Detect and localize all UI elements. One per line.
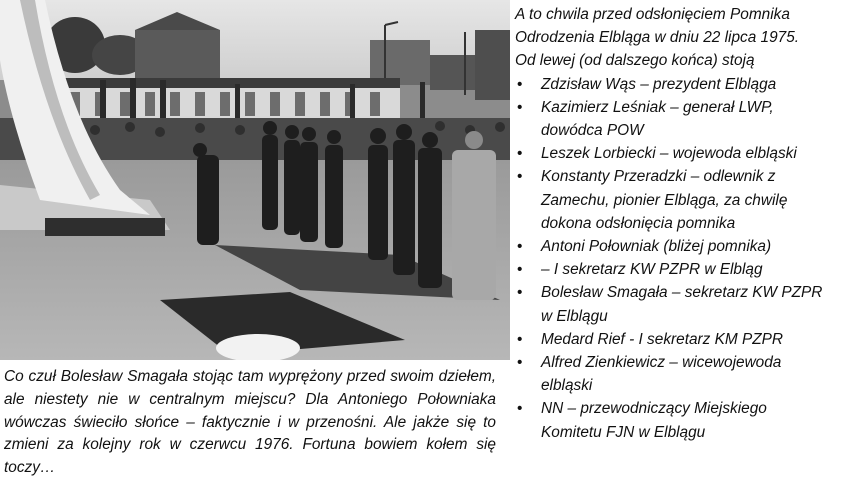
bullet-icon: • — [517, 400, 523, 418]
list-item-text: dokona odsłonięcia pomnika — [541, 214, 736, 232]
bullet-icon: • — [517, 168, 523, 186]
bullet-icon: • — [517, 284, 523, 302]
list-item — [515, 235, 853, 258]
list-item — [515, 281, 853, 327]
intro-paragraph — [515, 3, 853, 73]
list-item — [515, 328, 853, 351]
list-item-text: NN – przewodniczący Miejskiego — [541, 400, 767, 418]
list-item — [515, 165, 853, 235]
list-item-text: Bolesław Smagała – sekretarz KW PZPR — [541, 284, 823, 302]
list-item — [515, 258, 853, 281]
bullet-icon: • — [517, 145, 523, 163]
intro-line: Od lewej (od dalszego końca) stoją — [515, 52, 755, 70]
list-item-text: dowódca POW — [541, 122, 644, 140]
bullet-icon: • — [517, 98, 523, 116]
list-item-text: Kazimierz Leśniak – generał LWP, — [541, 98, 774, 116]
list-item — [515, 397, 853, 443]
list-item-text: Konstanty Przeradzki – odlewnik z — [541, 168, 776, 186]
list-item — [515, 96, 853, 142]
people-description — [515, 3, 853, 444]
people-list — [515, 73, 853, 444]
list-item-text: w Elblągu — [541, 307, 608, 325]
list-item-text: Antoni Połowniak (bliżej pomnika) — [541, 238, 772, 256]
bullet-icon: • — [517, 75, 523, 93]
list-item — [515, 142, 853, 165]
bullet-icon: • — [517, 330, 523, 348]
bullet-icon: • — [517, 261, 523, 279]
list-item — [515, 73, 853, 96]
list-item-text: elbląski — [541, 377, 593, 395]
list-item — [515, 351, 853, 397]
list-item-text: Leszek Lorbiecki – wojewoda elbląski — [541, 145, 797, 163]
list-item-text: Medard Rief - I sekretarz KM PZPR — [541, 330, 784, 348]
bullet-icon: • — [517, 238, 523, 256]
list-item-text: Zamechu, pionier Elbląga, za chwilę — [541, 191, 788, 209]
list-item-text: Komitetu FJN w Elblągu — [541, 423, 706, 441]
list-item-text: Alfred Zienkiewicz – wicewojewoda — [541, 354, 782, 372]
historical-photo — [0, 0, 510, 360]
bullet-icon: • — [517, 354, 523, 372]
intro-line: Odrodzenia Elbląga w dniu 22 lipca 1975. — [515, 29, 800, 47]
list-item-text: – I sekretarz KW PZPR w Elbląg — [541, 261, 763, 279]
intro-line: A to chwila przed odsłonięciem Pomnika — [515, 6, 790, 23]
list-item-text: Zdzisław Wąs – prezydent Elbląga — [541, 75, 777, 93]
photo-caption: Co czuł Bolesław Smagała stojąc tam wyprężony przed swoim dziełem, ale niestety nie w centralnym miejscu? Dla Antoniego Połowniaka wówczas świeciło słońce – faktycznie i w przenośni. Ale jakże się to zmieni za kolejny rok w czerwcu 1976. Fortuna bowiem kołem się toczy… — [4, 368, 496, 477]
photo-illustration — [0, 0, 510, 360]
